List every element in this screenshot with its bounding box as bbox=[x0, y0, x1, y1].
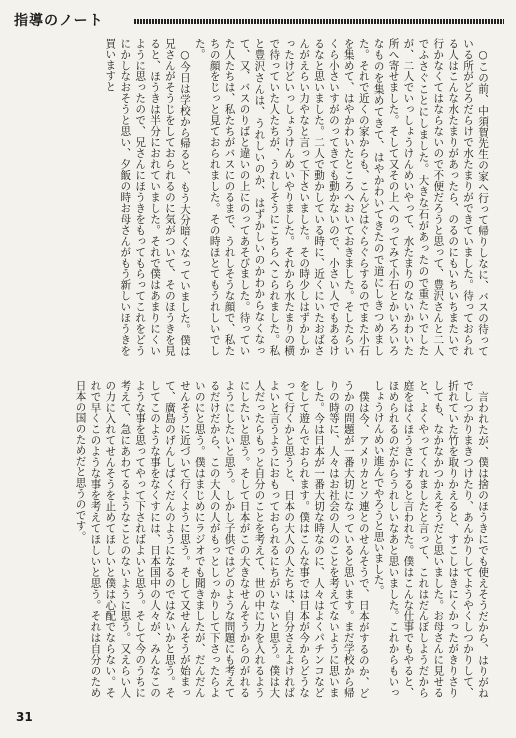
bottom-column-text bbox=[34, 380, 490, 698]
paragraph: ○この前、中須賀先生の家へ行って帰りしなに、バスの待っている所がどろだらけで水たまりができていました。待っておられる人はこんな水たまりがあったら、のるのにもいちいちまたいで行かなくてはならないので不便だろうと思って、豊沢さんと二人でふさぐことにしました。大きな石があったので重たいでしたが、二人でいっしょうけんめいやって、水たまりのないかわいた所へ寄せました。そして又その上へのってみて小石とかいろいろなものを集めてきて、はやかわいてきたので道にしきつめました。それで近くの家からも、こんどはぐらぐらするのでまた小石を集めて、はやかわいたところへおいておきました。そしたらいくら小さいすがのってきても動かないので、小さい人でもあるけるなと思いました。二人で動かしている時に、近くにいたおばさんがえらい力やなと言って下さいました。その時少しはずかしかったけどいっしょうけんめいやりました。それから水たまりの横で待っていた人たちが、うれしそうにこちらへこられました。私と豊沢さんは、うれしいのか、はずかしいのかわからなくなって、又、バスのりばと違いの上にのってあそびました。待っていた人たちは、私たちがバスにのるまで、うれしそうな顔で、私たちの顔をじっと見ておられました。その時ほとてもうれしいでした。 bbox=[193, 38, 489, 356]
bottom-column bbox=[34, 380, 490, 698]
paragraph: 言われたが、僕は捨のほうきにでも使えそうだから、はりがねでしつかりまきつけたり、あんかりしてようやくしつかりして、折れていた竹を取りかえると、すこしはきにくかったがきりさりしても、なかなかつかえそうだと思いました。お母さんに見せると、よくやってくれましたと言って、これはだんぼしようだから庭をはくほうきにすると言われた。僕はこんな仕事でもやると、ほめられるのだからうれしいなあと思いました。これからもいっしょうけんめい進んでやろうと思いました。 bbox=[372, 380, 489, 698]
page-number: 31 bbox=[16, 710, 33, 724]
top-column bbox=[34, 38, 490, 356]
paragraph: 僕は今、アメリカとソ連とのせんそうで、日本がするのか、どうかの問題が一番大切になっていると思います。まだ学校から帰りの時等に、人々はお社会の人のことを考えてないように思いました。今は日本が一番大切な時なのに、人々はよくパチンコなどをして遊んでおられます。僕はこんな事では日本が今からどうなって行くかと思うと、日本の大人の人たちは、自分さえよければよいと言うようにおもっておられるにちがいないと思う。僕は大人だったらもっと自分のことを考えて、世の中に力を入れるようにしたいと思う。そして日本がこの大きなせんそうからのがれるようにしたいと思う。しかし子供ではどのような問題にも考えてるだけだから、この大人の人がもっとしっかりして下さったらよいのにと思う。僕はまじめにラジオでも聞きましたが、だんだんせんそうに近づいて行くように思う。そして又せんそうが始まって、廣島のげんしばくだんのようになるのではないかと思う。そしてこのような事をなくすには、日本国中の人々が、みんなこのような事を思ってやって下さればよいと思う。そして今のうちに考えて、急にあわてるようなことのないように思う。又えらい人の力に入れてせんそうを止めてほしいと僕は心配でならない。それで早くこのような事を考えてほしいと思う。それは自分のため日本の国のためだと思うのです。 bbox=[74, 380, 370, 698]
paragraph: ○今日は学校から帰ると、もう大分暗くなっていました。僕は兄さんがそうじをしておられるのに気がついて、そのほうきを見ると、ほうきは半分におれていました。それで僕はあまりにくいように思ったので、兄さんにほうきをもってもらってこれをどうにかしなおそうと思い、夕飯の時お母さんがもう新しいほうきを買いますと bbox=[104, 38, 191, 356]
header-title: 指導のノート bbox=[14, 13, 104, 29]
page-body bbox=[34, 38, 490, 698]
top-column-text bbox=[34, 38, 490, 356]
header-rule bbox=[134, 19, 504, 24]
page-header bbox=[14, 8, 504, 34]
